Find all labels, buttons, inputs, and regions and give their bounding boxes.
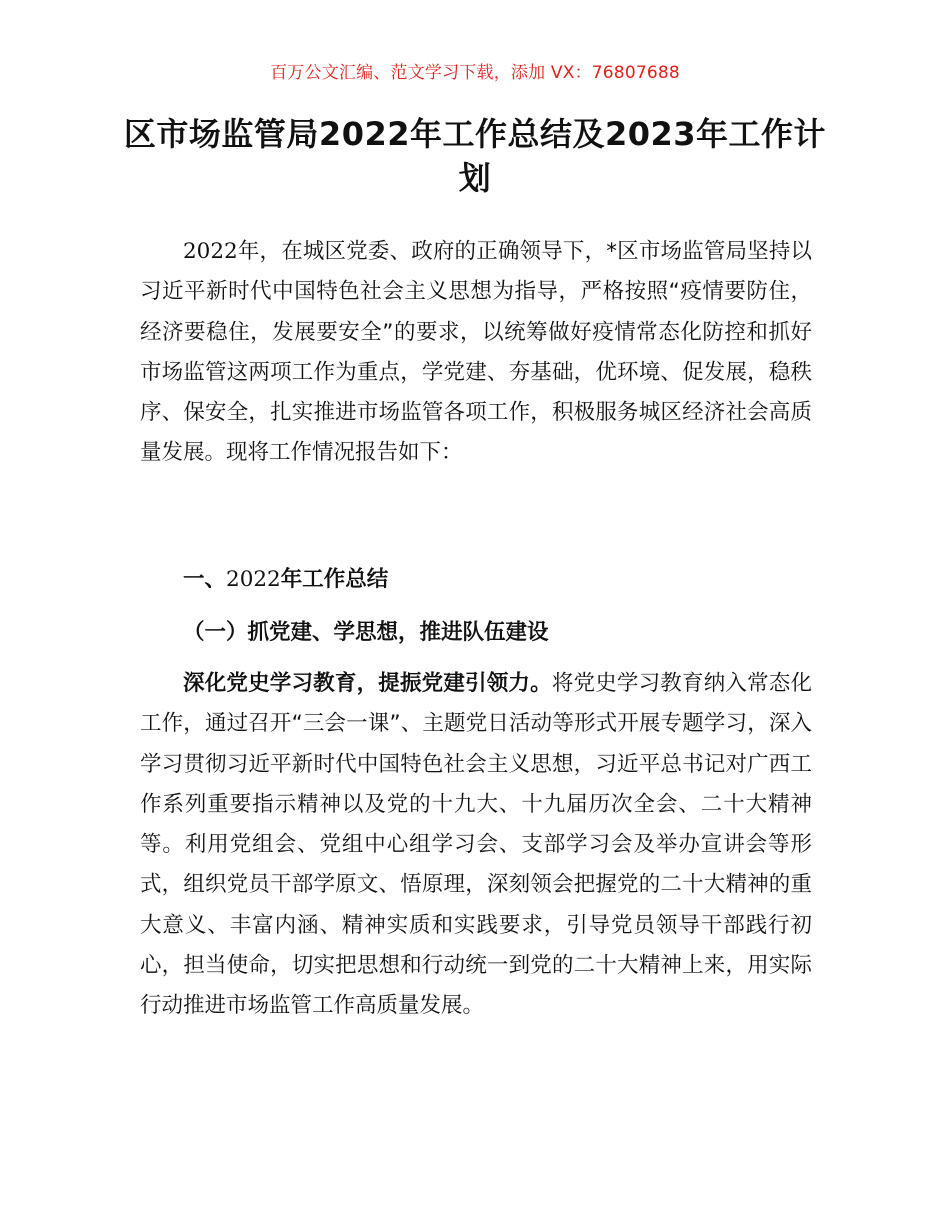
header-banner: 百万公文汇编、范文学习下载，添加 VX：76807688 (270, 63, 680, 83)
subsection-heading-1: （一）抓党建、学思想，推进队伍建设 (183, 620, 549, 645)
body-paragraph-1 (140, 664, 812, 1027)
paragraph-lead: 深化党史学习教育，提振党建引领力。 (183, 671, 552, 696)
section-year: 2022 (226, 567, 281, 592)
section-heading-1 (183, 562, 388, 593)
paragraph-text: 将党史学习教育纳入常态化工作，通过召开“三会一课”、主题党日活动等形式开展专题学习，深入学习贯彻习近平新时代中国特色社会主义思想，习近平总书记对广西工作系列重要指示精神以及党的十九大、十九届历次全会、二十大精神等。利用党组会、党组中心组学习会、支部学习会及举办宣讲会等形式，组织党员干部学原文、悟原理，深刻领会把握党的二十大精神的重大意义、丰富内涵、精神实质和实践要求，引导党员领导干部践行初心，担当使命，切实把思想和行动统一到党的二十大精神上来，用实际行动推进市场监管工作高质量发展。 (140, 671, 812, 1019)
section-prefix: 一、 (183, 567, 227, 592)
section-suffix: 年工作总结 (280, 567, 389, 592)
document-title: 区市场监管局2022年工作总结及2023年工作计划 (123, 115, 827, 197)
intro-year: 2022 (183, 239, 238, 264)
intro-paragraph (140, 232, 812, 474)
intro-text: 年，在城区党委、政府的正确领导下，*区市场监管局坚持以习近平新时代中国特色社会主义思想为指导，严格按照“疫情要防住，经济要稳住，发展要安全”的要求，以统筹做好疫情常态化防控和抓好市场监管这两项工作为重点，学党建、夯基础，优环境、促发展，稳秩序、保安全，扎实推进市场监管各项工作，积极服务城区经济社会高质量发展。现将工作情况报告如下： (140, 239, 812, 466)
